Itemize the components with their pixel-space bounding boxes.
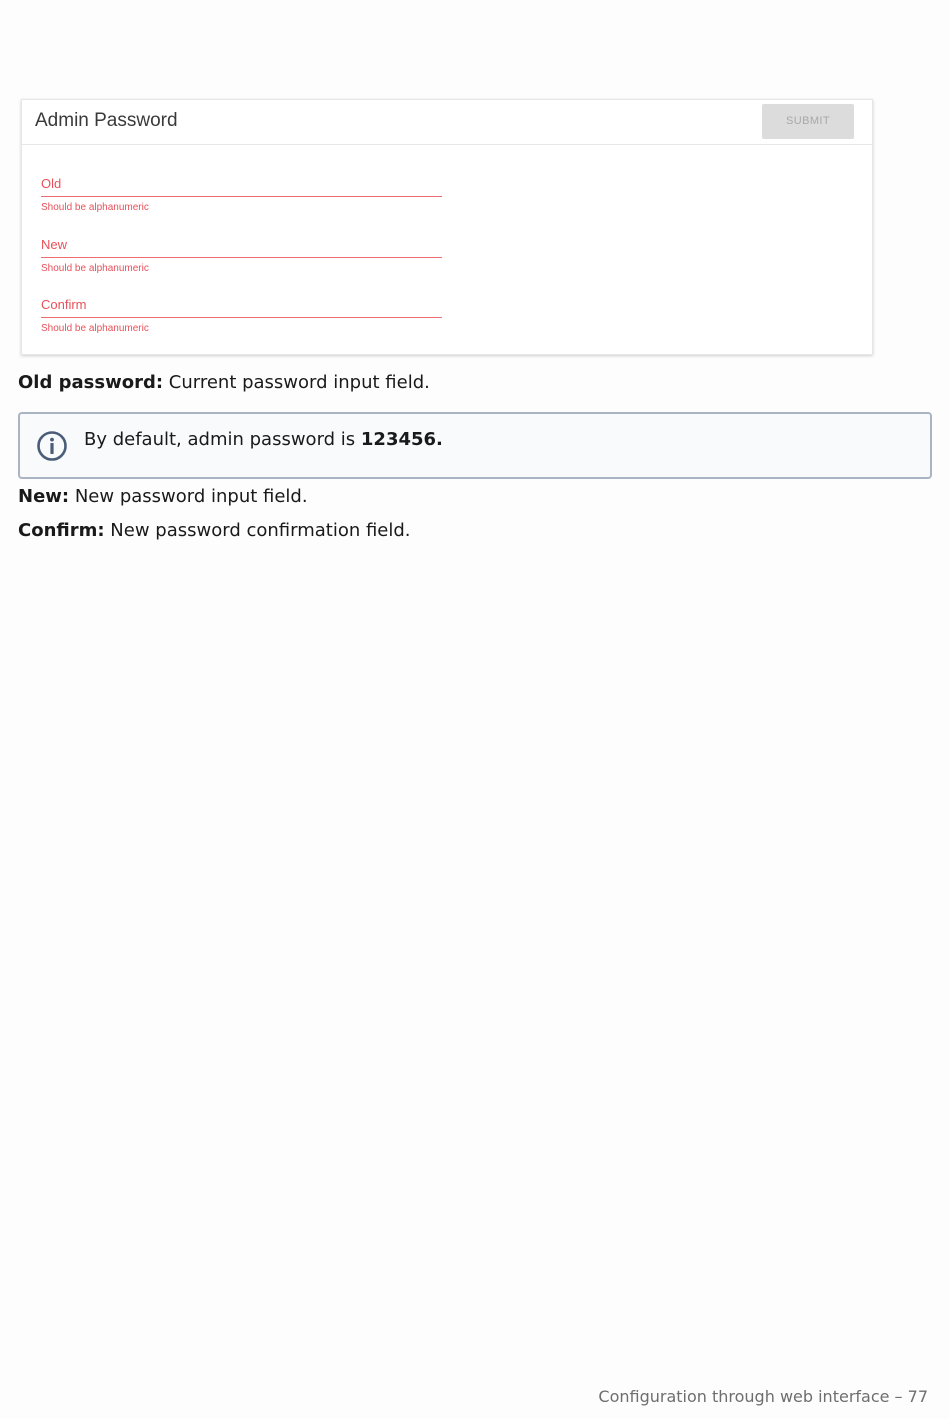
confirm-password-underline xyxy=(41,317,442,318)
old-password-term: Old password: xyxy=(18,372,164,393)
old-password-description xyxy=(18,372,430,393)
new-password-underline xyxy=(41,257,442,258)
old-password-field[interactable] xyxy=(41,175,442,214)
admin-password-card xyxy=(21,99,873,355)
footer-separator: – xyxy=(889,1387,908,1406)
confirm-password-field[interactable] xyxy=(41,296,442,335)
confirm-password-term: Confirm: xyxy=(18,520,105,541)
old-password-label: Old xyxy=(41,176,62,191)
new-password-description xyxy=(18,486,308,507)
default-password-value: 123456. xyxy=(360,429,443,450)
new-password-field[interactable] xyxy=(41,236,442,275)
new-password-helper-text: Should be alphanumeric xyxy=(41,263,149,274)
note-text xyxy=(84,429,443,450)
page-footer xyxy=(598,1387,928,1406)
old-password-underline xyxy=(41,196,442,197)
confirm-password-label: Confirm xyxy=(41,297,87,312)
note-message: By default, admin password is xyxy=(84,429,361,450)
card-title: Admin Password xyxy=(35,110,178,131)
new-password-desc: New password input field. xyxy=(69,486,308,507)
submit-button[interactable]: SUBMIT xyxy=(762,104,854,139)
old-password-helper-text: Should be alphanumeric xyxy=(41,202,149,213)
default-password-note xyxy=(18,412,932,479)
confirm-password-description xyxy=(18,520,411,541)
new-password-term: New: xyxy=(18,486,70,507)
confirm-password-helper-text: Should be alphanumeric xyxy=(41,323,149,334)
confirm-password-desc: New password confirmation field. xyxy=(104,520,411,541)
info-circle-icon xyxy=(36,430,68,462)
card-header xyxy=(22,100,872,145)
page-number: 77 xyxy=(907,1387,928,1406)
old-password-desc: Current password input field. xyxy=(163,372,430,393)
new-password-label: New xyxy=(41,237,68,252)
footer-section-title: Configuration through web interface xyxy=(598,1387,890,1406)
